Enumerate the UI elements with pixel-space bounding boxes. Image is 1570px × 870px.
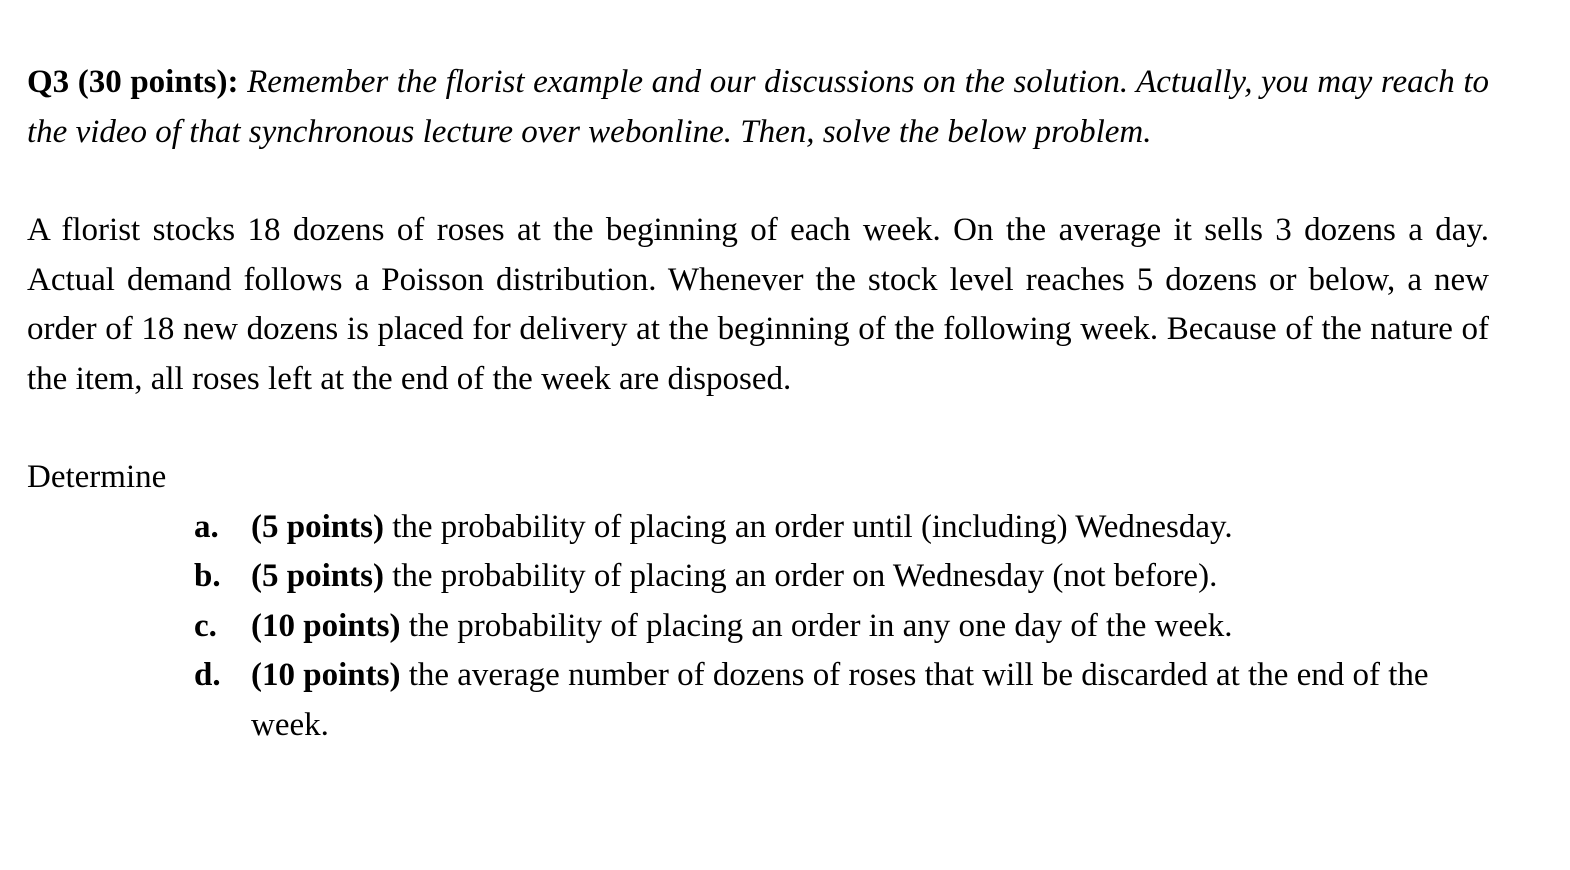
question-intro-text: Remember the florist example and our discussions on the solution. Actually, you may reach to the video of that synchronous lecture over webonline. Then, solve the below problem. (27, 64, 1489, 150)
subquestion-body (251, 552, 1439, 602)
subquestion-letter: a. (194, 508, 219, 545)
subquestion-points: (10 points) (251, 657, 401, 693)
subquestion-points: (5 points) (251, 558, 384, 594)
subquestion-text: the average number of dozens of roses that will be discarded at the end of the week. (251, 657, 1429, 743)
question-intro-paragraph (27, 58, 1489, 157)
subquestion-text: the probability of placing an order on Wednesday (not before). (383, 558, 1218, 594)
subquestion-body (251, 503, 1439, 553)
subquestion-points: (5 points) (251, 508, 384, 545)
scenario-paragraph: A florist stocks 18 dozens of roses at the beginning of each week. On the average it sells 3 dozens a day. Actual demand follows a Poisson distribution. Whenever the stock level reaches 5 dozens or below, a new order of 18 new dozens is placed for delivery at the beginning of the following week. Because of the nature of the item, all roses left at the end of the week are disposed. (27, 212, 1489, 397)
subquestion-text: the probability of placing an order in any one day of the week. (400, 607, 1233, 644)
subquestion-item-d (194, 651, 1439, 750)
subquestion-points: (10 points) (251, 607, 401, 644)
subquestion-letter: c. (194, 607, 217, 644)
subquestion-body (251, 651, 1439, 750)
question-heading: Q3 (30 points): (27, 64, 239, 100)
subquestion-list (27, 503, 1439, 751)
subquestion-body (251, 602, 1439, 652)
document-page (27, 58, 1489, 750)
subquestion-letter: d. (194, 657, 221, 693)
subquestion-item-b (194, 552, 1439, 602)
subquestion-letter: b. (194, 558, 221, 594)
subquestion-item-c (194, 602, 1439, 652)
subquestion-text: the probability of placing an order until (including) Wednesday. (383, 508, 1233, 545)
subquestion-item-a (194, 503, 1439, 553)
determine-label: Determine (27, 459, 167, 495)
